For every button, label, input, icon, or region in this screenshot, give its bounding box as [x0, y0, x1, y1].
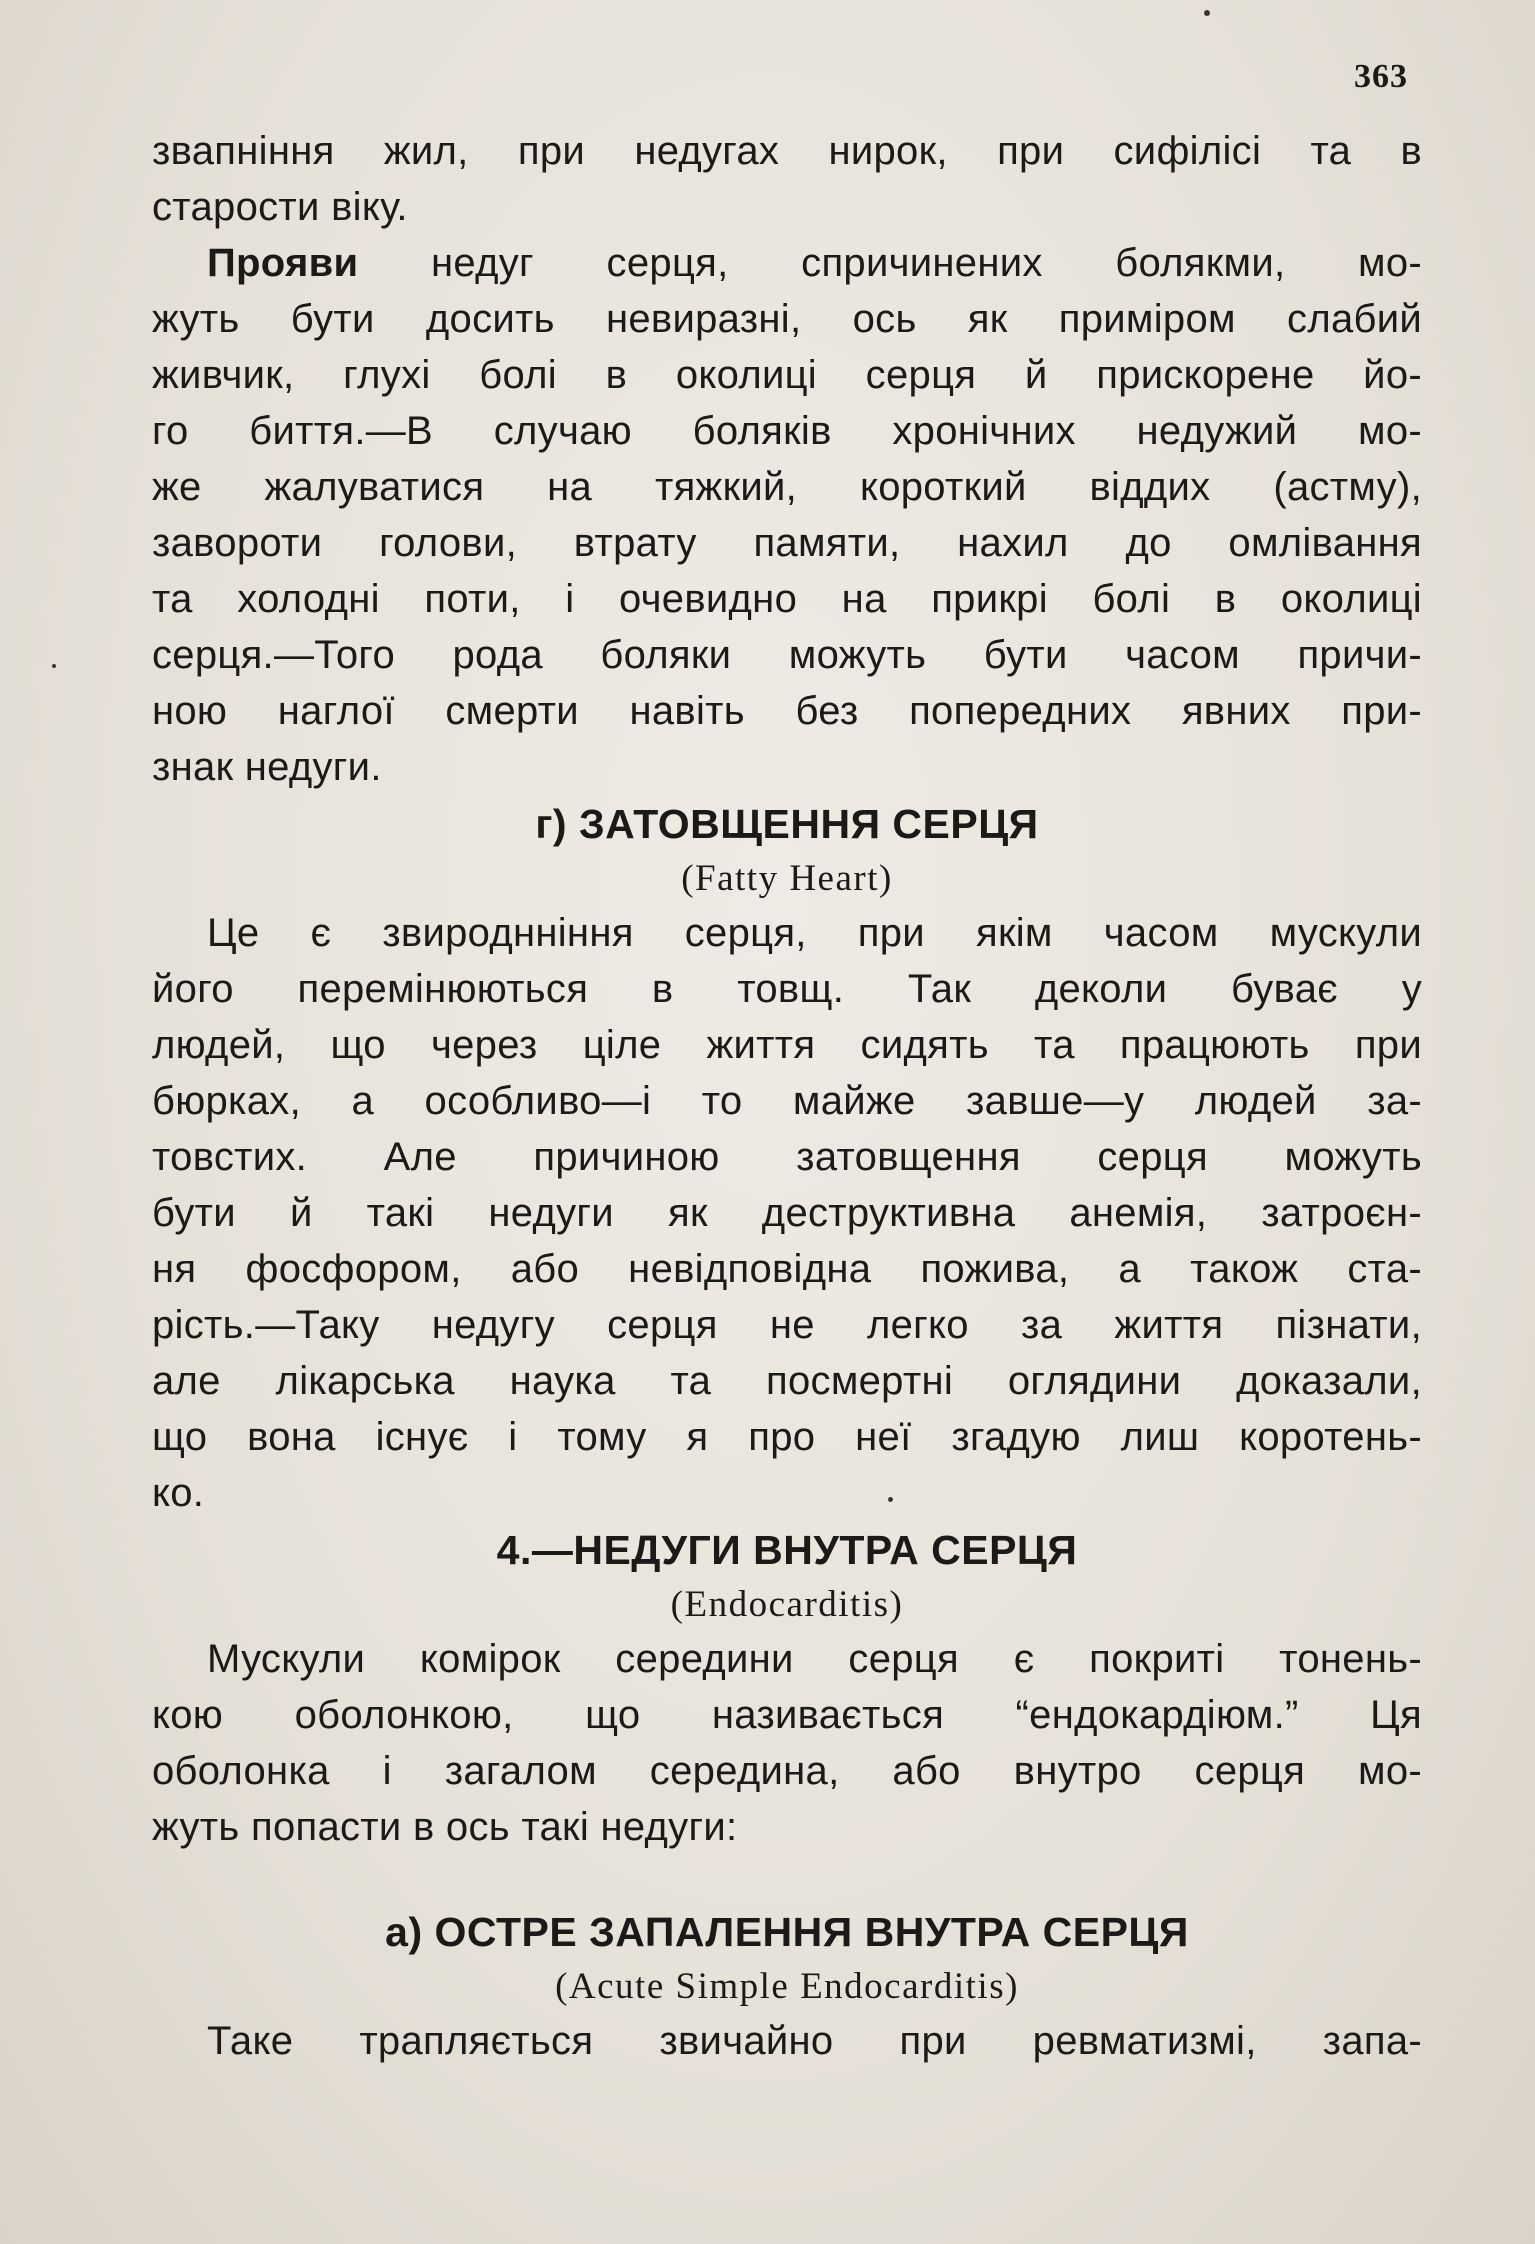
section-heading: г) ЗАТОВЩЕННЯ СЕРЦЯ — [535, 801, 1039, 847]
text-line: Таке трапляється звичайно при ревматизмі, запа- — [207, 2019, 1422, 2063]
text-line: що вона існує і тому я про неї згадую лиш коротень- — [152, 1415, 1422, 1459]
text-line: товстих. Але причиною затовщення серця можуть — [152, 1135, 1422, 1179]
text-line: жуть бути досить невиразні, ось як приміром слабий — [152, 297, 1422, 341]
section-heading: 4.—НЕДУГИ ВНУТРА СЕРЦЯ — [496, 1527, 1078, 1573]
text-line: рість.—Таку недугу серця не легко за життя пізнати, — [152, 1303, 1422, 1347]
text-line: же жалуватися на тяжкий, короткий віддих (астму), — [152, 465, 1422, 509]
text-line: го биття.—В случаю боляків хронічних недужий мо- — [152, 409, 1422, 453]
print-speck — [52, 664, 56, 668]
text-line: оболонка і загалом середина, або внутро серця мо- — [152, 1749, 1422, 1793]
text-line: бути й такі недуги як деструктивна анемія, затроєн- — [152, 1191, 1422, 1235]
text-line: завороти голови, втрату памяти, нахил до омлівання — [152, 521, 1422, 565]
section-subheading: (Fatty Heart) — [681, 858, 893, 899]
text-line: звапніння жил, при недугах нирок, при сифілісі та в — [152, 129, 1422, 173]
text-line: та холодні поти, і очевидно на прикрі болі в околиці — [152, 577, 1422, 621]
text-line: ною наглої смерти навіть без попередних явних при- — [152, 689, 1422, 733]
text-line: його перемінюються в товщ. Так деколи буває у — [152, 967, 1422, 1011]
bold-lead-word: Прояви — [207, 241, 359, 285]
text-line-rest: недуг серця, спричинених болякми, мо- — [431, 241, 1422, 285]
page-text — [152, 123, 1422, 2069]
text-line: знак недуги. — [152, 745, 382, 789]
page-number: 363 — [1354, 58, 1408, 95]
text-line: живчик, глухі болі в околиці серця й прискорене йо- — [152, 353, 1422, 397]
text-line: бюрках, а особливо—і то майже завше—у людей за- — [152, 1079, 1422, 1123]
section-gap — [152, 1855, 1422, 1903]
text-line: Це є звироднніння серця, при якім часом мускули — [207, 911, 1422, 955]
text-line: серця.—Того рода боляки можуть бути часом причи- — [152, 633, 1422, 677]
text-line — [152, 235, 1422, 291]
text-line: Мускули комірок середини серця є покриті тонень- — [207, 1637, 1422, 1681]
section-heading: а) ОСТРЕ ЗАПАЛЕННЯ ВНУТРА СЕРЦЯ — [385, 1909, 1189, 1955]
text-line: кою оболонкою, що називається “ендокардіюм.” Ця — [152, 1693, 1422, 1737]
section-subheading: (Acute Simple Endocarditis) — [555, 1966, 1019, 2007]
section-subheading: (Endocarditis) — [670, 1584, 904, 1625]
text-line: людей, що через ціле життя сидять та працюють при — [152, 1023, 1422, 1067]
print-speck — [1204, 10, 1210, 16]
text-line: старости віку. — [152, 185, 408, 229]
print-speck — [888, 1497, 893, 1502]
text-line: ня фосфором, або невідповідна пожива, а також ста- — [152, 1247, 1422, 1291]
text-line: але лікарська наука та посмертні оглядини доказали, — [152, 1359, 1422, 1403]
text-line: ко. — [152, 1471, 205, 1515]
text-line: жуть попасти в ось такі недуги: — [152, 1805, 738, 1849]
